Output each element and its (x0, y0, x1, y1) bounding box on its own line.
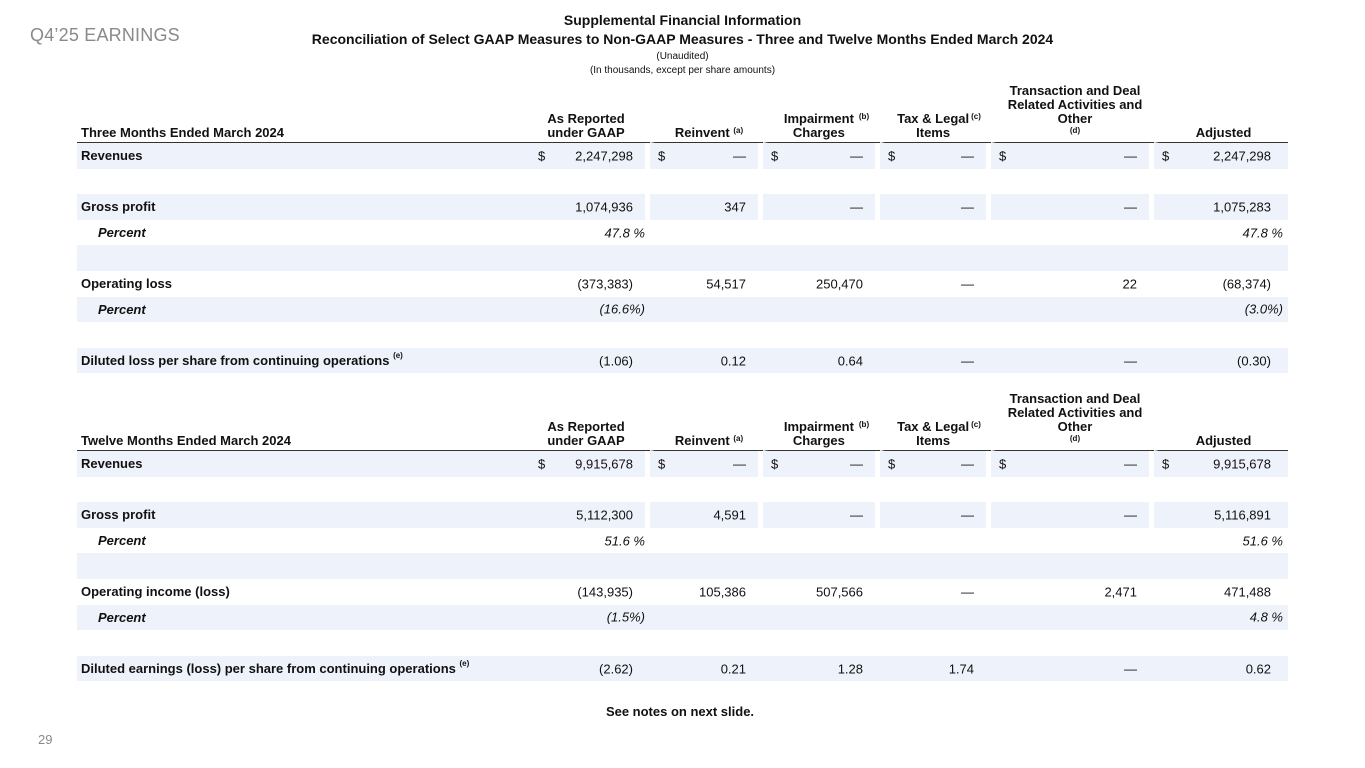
page-number: 29 (38, 732, 53, 747)
cell-value: 51.6 % (1242, 533, 1283, 549)
cell-value: — (1124, 148, 1137, 164)
cell-value: 347 (724, 199, 746, 215)
row-label: Operating loss (81, 276, 173, 292)
row-label: Percent (98, 225, 146, 241)
col-as-reported: As Reported under GAAP (530, 392, 650, 451)
cell-value: 4.8 % (1249, 609, 1283, 625)
period-heading: Three Months Ended March 2024 (77, 84, 530, 143)
row-label: Gross profit (77, 502, 530, 528)
cell-value: 471,488 (1224, 584, 1271, 600)
cell-value: — (961, 584, 974, 600)
row-label: Percent (77, 297, 530, 323)
spacer-row (77, 169, 1288, 195)
row-label: Revenues (77, 451, 530, 477)
cell-value: — (961, 507, 974, 523)
cell-value: 0.21 (720, 661, 746, 677)
row-label: Diluted earnings (loss) per share from continuing operations $^{(e)}$ (77, 656, 530, 682)
cell-value: 51.6 % (604, 533, 645, 549)
cell-value: 1.74 (948, 661, 974, 677)
col-tax-legal: Tax & Legal Items$^{(c)}$ (880, 392, 991, 451)
table-header-row (77, 392, 1288, 451)
table-row (77, 297, 1288, 323)
cell-value: — (961, 353, 974, 369)
table-row: Revenues $ 9,915,678 $ — $ — $ — $ — $ 9,915,678 (77, 451, 1288, 477)
cell-value: — (850, 507, 863, 523)
twelve-months-table (77, 392, 1288, 681)
cell-value: — (961, 456, 974, 472)
cell-value: — (1124, 456, 1137, 472)
cell-value: — (850, 148, 863, 164)
cell-value: 2,247,298 (1213, 148, 1271, 164)
page-subtitle: Reconciliation of Select GAAP Measures to Non-GAAP Measures - Three and Twelve Months Ended March 2024 (311, 31, 1054, 47)
period-heading: Twelve Months Ended March 2024 (77, 392, 530, 451)
col-as-reported: As Reported under GAAP (530, 84, 650, 143)
three-months-table (77, 84, 1288, 373)
cell-value: 9,915,678 (575, 456, 633, 472)
spacer-row (77, 322, 1288, 348)
row-label: Percent (98, 533, 146, 549)
col-adjusted: Adjusted (1154, 84, 1288, 143)
cell-value: 5,112,300 (576, 507, 633, 523)
cell-value: (373,383) (577, 276, 633, 292)
cell-value: (3.0%) (1244, 301, 1283, 317)
cell-value: — (850, 456, 863, 472)
cell-value: 250,470 (816, 276, 863, 292)
col-adjusted: Adjusted (1154, 392, 1288, 451)
table-row (77, 502, 1288, 528)
cell-value: 22 (1122, 276, 1137, 292)
spacer-row (77, 630, 1288, 656)
col-transaction: Transaction and Deal Related Activities and Other$^{(d)}$ (991, 392, 1154, 451)
cell-value: 105,386 (699, 584, 746, 600)
cell-value: 1,074,936 (575, 199, 633, 215)
row-label: Revenues (77, 143, 530, 169)
row-label: Diluted loss per share from continuing operations $^{(e)}$ (77, 348, 530, 374)
brand-label: Q4’25 EARNINGS (30, 25, 180, 45)
spacer-row (77, 245, 1288, 271)
footer-note: See notes on next slide. (605, 704, 755, 719)
cell-value: 2,471 (1104, 584, 1137, 600)
table-row (77, 194, 1288, 220)
cell-value: (0.30) (1237, 353, 1271, 369)
table-row (77, 271, 1288, 297)
cell-value: — (733, 148, 746, 164)
cell-value: — (961, 199, 974, 215)
col-impairment: Impairment Charges$^{(b)}$ (763, 392, 880, 451)
cell-value: 0.12 (720, 353, 746, 369)
spacer-row (77, 477, 1288, 503)
table-row (77, 605, 1288, 631)
table-row (77, 656, 1288, 682)
page-header (0, 12, 1365, 77)
cell-value: (1.5%) (606, 609, 645, 625)
cell-value: — (1124, 661, 1137, 677)
row-label: Operating income (loss) (81, 584, 230, 600)
cell-value: 1,075,283 (1213, 199, 1271, 215)
cell-value: (68,374) (1222, 276, 1271, 292)
spacer-row (77, 553, 1288, 579)
cell-value: — (961, 148, 974, 164)
cell-value: — (733, 456, 746, 472)
table-row (77, 579, 1288, 605)
cell-value: 1.28 (837, 661, 863, 677)
col-reinvent: Reinvent $^{(a)}$ (650, 84, 763, 143)
cell-value: 5,116,891 (1214, 507, 1271, 523)
row-label: Percent (77, 605, 530, 631)
cell-value: 9,915,678 (1213, 456, 1271, 472)
row-label: Gross profit (77, 194, 530, 220)
unaudited-label: (Unaudited) (656, 51, 709, 62)
col-impairment: Impairment Charges$^{(b)}$ (763, 84, 880, 143)
cell-value: — (1124, 353, 1137, 369)
cell-value: (16.6%) (599, 301, 645, 317)
cell-value: — (1124, 199, 1137, 215)
col-tax-legal: Tax & Legal Items$^{(c)}$ (880, 84, 991, 143)
table-row (77, 348, 1288, 374)
cell-value: — (1124, 507, 1137, 523)
table-row (77, 528, 1288, 554)
cell-value: — (961, 276, 974, 292)
cell-value: 507,566 (816, 584, 863, 600)
page-title: Supplemental Financial Information (563, 12, 802, 28)
cell-value: 54,517 (706, 276, 746, 292)
cell-value: (1.06) (599, 353, 633, 369)
table-header-row (77, 84, 1288, 143)
cell-value: (143,935) (577, 584, 633, 600)
table-row (77, 220, 1288, 246)
col-transaction: Transaction and Deal Related Activities and Other$^{(d)}$ (991, 84, 1154, 143)
cell-value: (2.62) (599, 661, 633, 677)
cell-value: 47.8 % (1242, 225, 1283, 241)
cell-value: 4,591 (713, 507, 746, 523)
cell-value: 0.64 (837, 353, 863, 369)
cell-value: 0.62 (1245, 661, 1271, 677)
units-label: (In thousands, except per share amounts) (589, 65, 776, 76)
cell-value: — (850, 199, 863, 215)
table-row: Revenues $ 2,247,298 $ — $ — $ — $ — $ 2,247,298 (77, 143, 1288, 169)
col-reinvent: Reinvent $^{(a)}$ (650, 392, 763, 451)
cell-value: 47.8 % (604, 225, 645, 241)
cell-value: 2,247,298 (575, 148, 633, 164)
